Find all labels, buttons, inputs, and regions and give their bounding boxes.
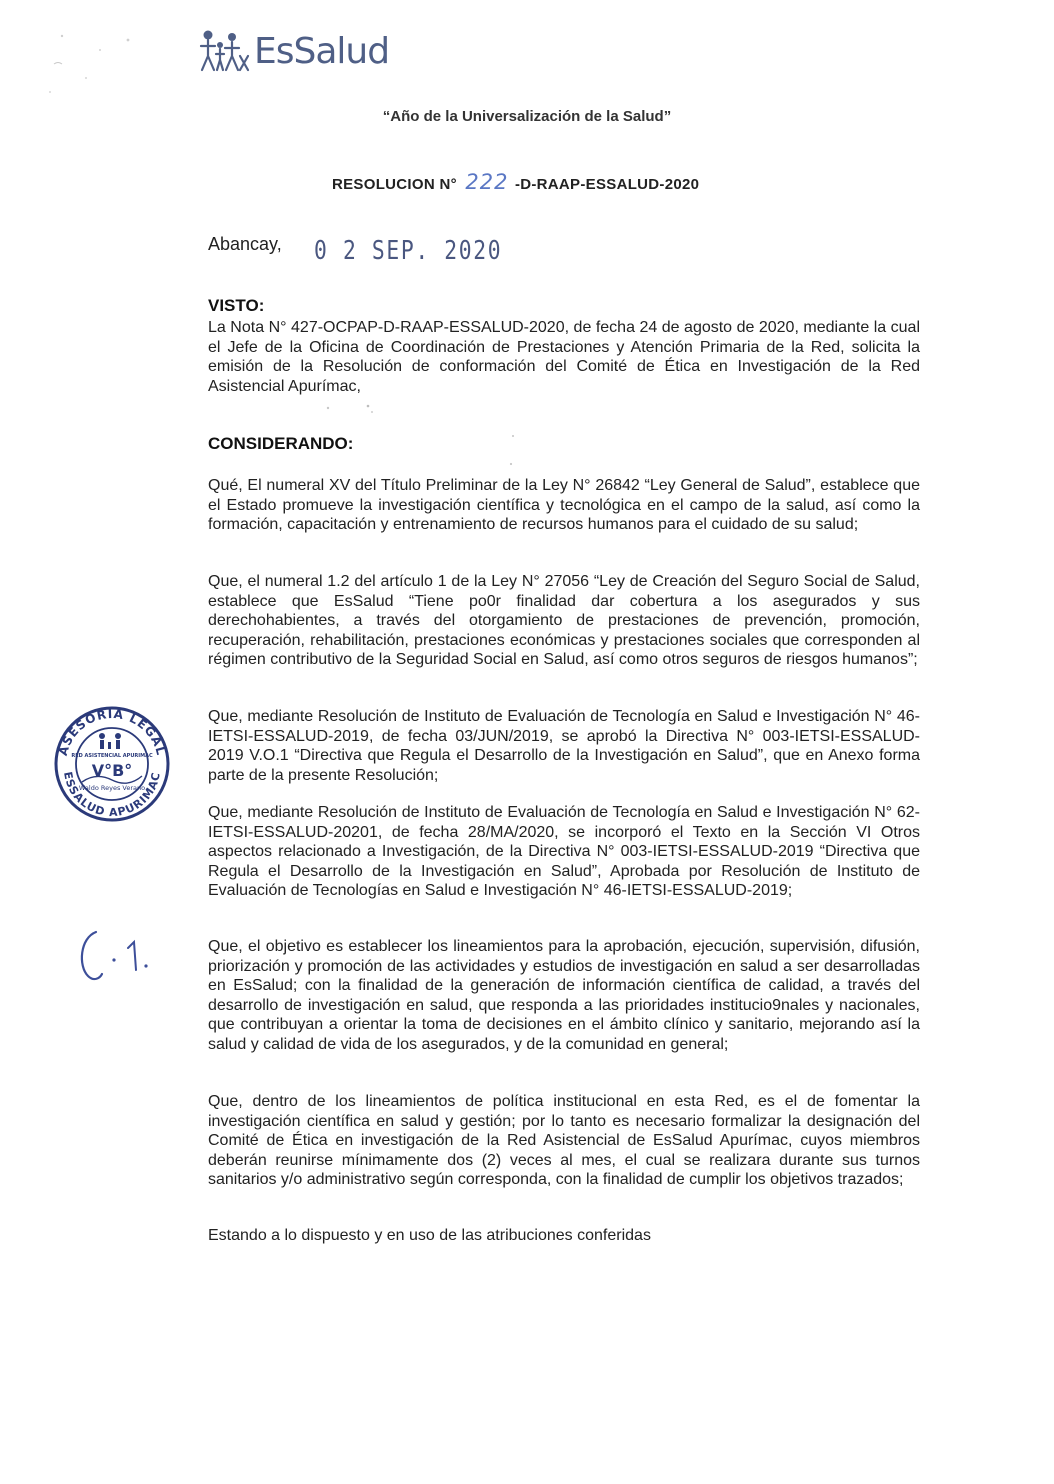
scan-artifact xyxy=(505,430,525,470)
considerando-heading: CONSIDERANDO: xyxy=(208,434,354,453)
visto-heading: VISTO: xyxy=(208,296,265,315)
seal-bottom-text: ESSALUD APURIMAC xyxy=(61,770,163,820)
visto-paragraph: La Nota N° 427-OCPAP-D-RAAP-ESSALUD-2020, de fecha 24 de agosto de 2020, mediante la cual el Jefe de la Oficina de Coordinación de Prestaciones y Atención Primaria de la Red, solicita la emisión de la Resolución de conformación del Comité de Ética en Investigación de la Red Asistencial Apurímac, xyxy=(208,319,920,395)
considerando-paragraph: Qué, El numeral XV del Título Preliminar de la Ley N° 26842 “Ley General de Salud”, establece que el Estado promueve la investigación científica y tecnológica en el campo de la salud, así como la formación, capacitación y entrenamiento de recursos humanos para el cuidado de su salud; xyxy=(208,477,920,533)
scan-artifact xyxy=(320,400,380,420)
considerando-paragraph: Que, dentro de los lineamientos de política institucional en esta Red, es el de fomentar la investigación científica en salud y gestión; por lo tanto es necesario formalizar la designación del Comité de Ética en investigación de la Red Asistencial de EsSalud Apurímac, cuyos miembros deberán reunirse mínimamente dos (2) veces al mes, el cual se realizara durante sus turnos sanitarios y/o administrativo según corresponda, con la finalidad de cumplir los objetivos trazados; xyxy=(208,1093,920,1188)
considerando-paragraph: Que, mediante Resolución de Instituto de Evaluación de Tecnología en Salud e Investigación N° 46-IETSI-ESSALUD-2019, de fecha 03/JUN/2019, se aprobó la Directiva N° 003-IETSI-ESSALUD-2019 V.O.1 “Directiva que Regula el Desarrollo de la Investigación en Salud”, que en Anexo forma parte de la presente Resolución; xyxy=(208,708,920,784)
resolution-number: 222 xyxy=(465,170,509,194)
seal-name-text: Waldo Reyes Verano xyxy=(78,784,146,792)
city-label: Abancay, xyxy=(208,234,282,254)
legal-advisory-seal xyxy=(52,704,172,824)
closing-paragraph: Estando a lo dispuesto y en uso de las atribuciones conferidas xyxy=(208,1227,651,1244)
seal-top-text: ASESORIA LEGAL xyxy=(55,706,169,758)
institutional-motto: “Año de la Universalización de la Salud” xyxy=(382,108,672,125)
seal-figures-icon xyxy=(99,733,121,749)
handwritten-initials xyxy=(74,926,164,990)
resolution-title xyxy=(332,170,699,194)
resolution-suffix: -D-RAAP-ESSALUD-2020 xyxy=(514,176,700,193)
seal-inner-text: RED ASISTENCIAL APURIMAC xyxy=(71,753,153,759)
considerando-paragraph: Que, mediante Resolución de Instituto de Evaluación de Tecnología en Salud e Investigación N° 62-IETSI-ESSALUD-20201, de fecha 28/MA/2020, se incorporó el Texto en la Sección VI Otros aspectos relacionado a Investigación, de la Directiva N° 003-IETSI-ESSALUD-2019 “Directiva que Regula el Desarrollo de la Investigación en Salud”, Aprobada por Resolución de Instituto de Evaluación de Tecnologías en Salud e Investigación N° 46-IETSI-ESSALUD-2019; xyxy=(208,804,920,899)
considerando-paragraph: Que, el numeral 1.2 del artículo 1 de la Ley N° 27056 “Ley de Creación del Seguro Social de Salud, establece que EsSalud “Tiene po0r finalidad dar cobertura a los asegurados y sus derechohabientes, a través del otorgamiento de prestaciones de prevención, promoción, recuperación, rehabilitación, prestaciones económicas y prestaciones sociales que corresponden al régimen contributivo de la Seguridad Social en Salud, así como otros seguros de riesgos humanos”; xyxy=(208,573,920,668)
svg-text:ASESORIA LEGAL xyxy=(56,707,168,757)
resolution-prefix: RESOLUCION N° xyxy=(332,176,457,193)
logo-text: EsSalud xyxy=(254,31,390,72)
considerando-paragraph: Que, el objetivo es establecer los lineamientos para la aprobación, ejecución, supervisión, difusión, priorización y promoción de las actividades y estudios de investigación en salud a ser desarrolladas en EsSalud; con la finalidad de la generación de información científica de calidad, a través del desarrollo de investigación en salud, que responda a las prioridades institucio9nales y nacionales, que contribuyan a orientar la toma de decisiones en el ámbito clínico y sanitario, mejorando así la salud y calidad de vida de los asegurados, y de la comunidad en general; xyxy=(208,938,920,1053)
scan-artifact xyxy=(40,20,150,100)
seal-vb-text: V°B° xyxy=(91,761,133,780)
family-figures-icon xyxy=(196,28,252,72)
date-stamp: 0 2 SEP. 2020 xyxy=(314,236,503,266)
essalud-logo xyxy=(196,28,389,72)
